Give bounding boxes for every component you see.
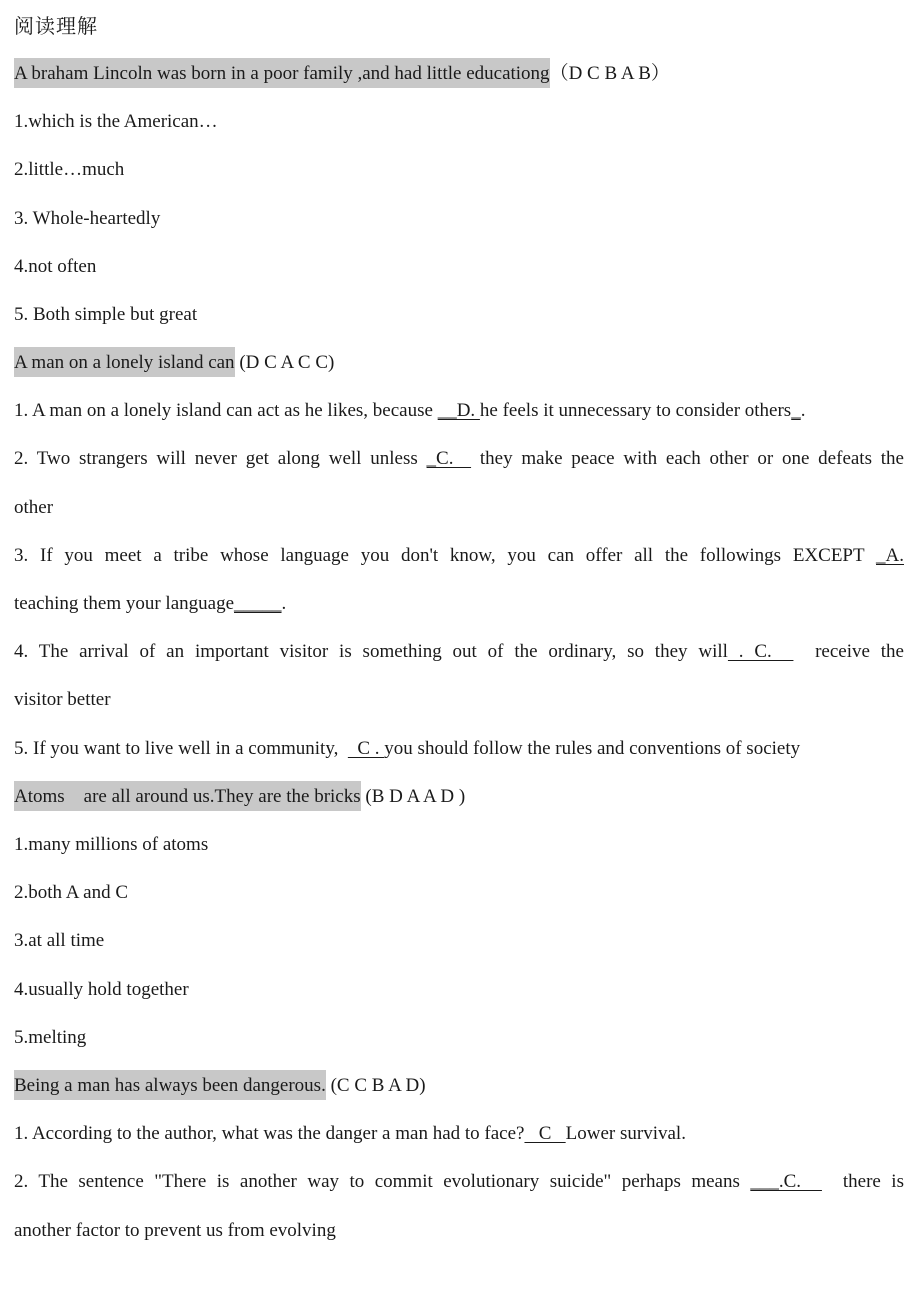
passage-2-question-3 <box>14 543 904 569</box>
passage-2-question-3-cont <box>14 591 286 617</box>
passage-2-question-4 <box>14 639 904 665</box>
passage-2-heading: A man on a lonely island can <box>14 347 235 377</box>
question-text: 1. According to the author, what was the danger a man had to face? <box>14 1123 525 1144</box>
question-text: . <box>800 400 806 421</box>
passage-3-item-2: 2.both A and C <box>14 882 129 903</box>
passage-1-answers: （D C B A B） <box>549 63 670 84</box>
passage-3-answers: (B D A A D ) <box>365 786 466 807</box>
passage-2-question-1 <box>14 398 805 424</box>
question-text: there is <box>821 1171 904 1192</box>
passage-4-heading-line <box>14 1073 426 1099</box>
question-text: . <box>281 593 287 614</box>
passage-1-heading: A braham Lincoln was born in a poor family ,and had little educationg <box>14 58 550 88</box>
passage-3-item-1: 1.many millions of atoms <box>14 834 209 855</box>
passage-4-question-2-cont: another factor to prevent us from evolving <box>14 1220 336 1241</box>
passage-2-answers: (D C A C C) <box>239 352 335 373</box>
passage-1-heading-line <box>14 61 670 87</box>
passage-4-question-1 <box>14 1121 686 1147</box>
passage-2-question-4-cont: visitor better <box>14 689 111 710</box>
question-text: Lower survival. <box>565 1123 686 1144</box>
answer-blank: C <box>524 1123 566 1144</box>
passage-3-heading: Atoms are all around us.They are the bricks <box>14 781 361 811</box>
question-text: 2. The sentence "There is another way to commit evolutionary suicide" perhaps means <box>14 1171 751 1192</box>
question-text: he feels it unnecessary to consider others <box>479 400 792 421</box>
answer-blank: ___.C. <box>750 1171 822 1192</box>
page-title <box>14 13 98 39</box>
passage-4-answers: (C C B A D) <box>330 1075 426 1096</box>
passage-3-item-5: 5.melting <box>14 1027 87 1048</box>
answer-blank: C . <box>347 738 385 759</box>
answer-blank: _ <box>791 400 801 421</box>
passage-1-item-5: 5. Both simple but great <box>14 304 198 325</box>
answer-blank: _____ <box>234 593 282 614</box>
question-text: 3. If you meet a tribe whose language you don't know, you can offer all the followings EXCEPT <box>14 545 877 566</box>
question-text: 1. A man on a lonely island can act as he likes, because <box>14 400 438 421</box>
question-text: 5. If you want to live well in a community, <box>14 738 348 759</box>
passage-3-item-4: 4.usually hold together <box>14 979 189 1000</box>
question-text: 4. The arrival of an important visitor is something out of the ordinary, so they will <box>14 641 728 662</box>
passage-1-item-1: 1.which is the American… <box>14 111 218 132</box>
passage-2-question-5 <box>14 736 800 762</box>
answer-blank: _C. <box>426 448 472 469</box>
passage-1-item-2: 2.little…much <box>14 159 125 180</box>
passage-2-heading-line <box>14 350 334 376</box>
passage-4-question-2 <box>14 1169 904 1195</box>
passage-2-question-2-cont: other <box>14 497 54 518</box>
question-text: teaching them your language <box>14 593 235 614</box>
question-text: receive the <box>793 641 904 662</box>
page-title-text: 阅读理解 <box>14 14 98 38</box>
passage-1-item-3: 3. Whole-heartedly <box>14 208 161 229</box>
passage-1-item-4: 4.not often <box>14 256 97 277</box>
passage-3-heading-line <box>14 784 465 810</box>
passage-4-heading: Being a man has always been dangerous. <box>14 1070 326 1100</box>
answer-blank: . C. <box>727 641 794 662</box>
question-text: they make peace with each other or one defeats the <box>471 448 904 469</box>
answer-blank: _A. <box>876 545 904 566</box>
passage-3-item-3: 3.at all time <box>14 930 105 951</box>
question-text: you should follow the rules and conventions of society <box>384 738 801 759</box>
passage-2-question-2 <box>14 446 904 472</box>
question-text: 2. Two strangers will never get along well unless <box>14 448 427 469</box>
answer-blank: __D. <box>437 400 480 421</box>
